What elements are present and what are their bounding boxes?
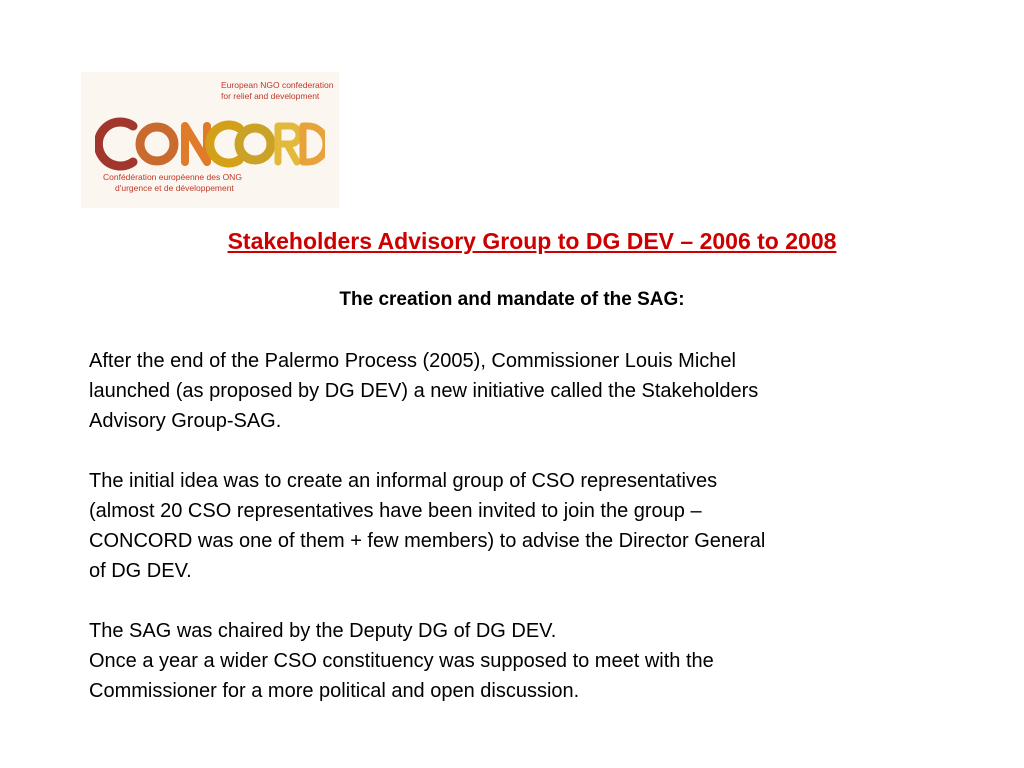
- paragraph: [89, 466, 929, 586]
- text-line: After the end of the Palermo Process (2005), Commissioner Louis Michel: [89, 350, 736, 372]
- concord-logo: [81, 72, 339, 208]
- text-line: The SAG was chaired by the Deputy DG of DG DEV.: [89, 620, 557, 642]
- body-text: [89, 346, 929, 706]
- text-line: CONCORD was one of them + few members) to advise the Director General: [89, 530, 766, 552]
- text-line: Commissioner for a more political and open discussion.: [89, 680, 580, 702]
- slide-title: Stakeholders Advisory Group to DG DEV – 2006 to 2008: [227, 228, 837, 254]
- paragraph: [89, 346, 929, 436]
- concord-wordmark-graphic: [95, 112, 325, 172]
- text-line: Advisory Group-SAG.: [89, 410, 282, 432]
- section-heading: The creation and mandate of the SAG:: [339, 289, 685, 310]
- text-line: launched (as proposed by DG DEV) a new initiative called the Stakeholders: [89, 380, 759, 402]
- logo-tagline-en: European NGO confederation for relief and development: [221, 80, 334, 101]
- logo-tagline-fr: Confédération européenne des ONG d'urgence et de développement: [103, 172, 242, 193]
- text-line: (almost 20 CSO representatives have been invited to join the group –: [89, 500, 702, 522]
- text-line: Once a year a wider CSO constituency was supposed to meet with the: [89, 650, 714, 672]
- text-line: of DG DEV.: [89, 560, 192, 582]
- text-line: The initial idea was to create an informal group of CSO representatives: [89, 470, 718, 492]
- paragraph: [89, 616, 929, 706]
